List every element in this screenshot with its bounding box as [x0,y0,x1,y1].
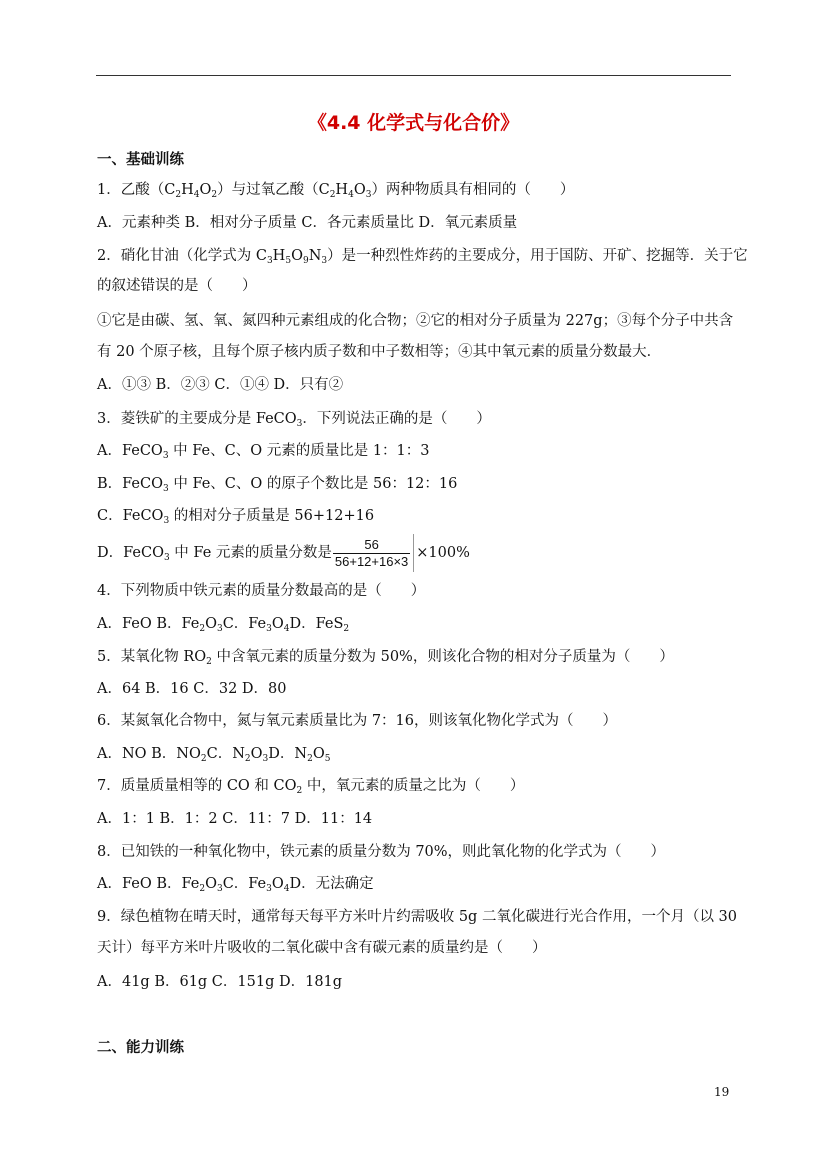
question-9-options: A．41g B．61g C．151g D．181g [97,974,343,990]
question-2-line2: 的叙述错误的是（ ） [97,278,257,294]
section-heading-basic: 一、基础训练 [97,152,184,168]
question-3-option-d: D．FeCO$_3$ 中 Fe 元素的质量分数是 $\frac{56}{56+12+16\times 3}$ ×100% [97,533,470,573]
question-8: 8．已知铁的一种氧化物中，铁元素的质量分数为 70%，则此氧化物的化学式为（ ） [97,844,666,860]
question-9-line2: 天计）每平方米叶片吸收的二氧化碳中含有碳元素的质量约是（ ） [97,940,547,956]
question-1: 1．乙酸$(C_2H_4O_2)$与过氧乙酸$(C_2H_4O_3)$两种物质具有相同的（ ） [97,182,575,200]
question-3: 3．菱铁矿的主要成分是 FeCO$_3$．下列说法正确的是（ ） [97,411,491,429]
section-heading-ability: 二、能力训练 [97,1040,184,1056]
page-number: 19 [714,1085,730,1099]
question-4-options: A．FeO B．$Fe_2O_3C$．$Fe_3O_4D$．FeS$_2$ [97,616,350,634]
question-5-options: A．64 B．16 C．32 D．80 [97,681,287,697]
question-5: 5．某氧化物 $RO_2$ 中含氧元素的质量分数为 50%，则该化合物的相对分子质量为（ ） [97,649,674,667]
question-4: 4．下列物质中铁元素的质量分数最高的是（ ） [97,583,426,599]
header-rule [96,75,731,76]
page-title: 《4.4 化学式与化合价》 [307,112,520,134]
question-7: 7．质量质量相等的 CO 和 $CO_2$ 中，氧元素的质量之比为（ ） [97,778,525,796]
question-6: 6．某氮氧化合物中，氮与氧元素质量比为 7：16，则该氧化物化学式为（ ） [97,713,618,729]
fraction-divider [413,534,414,572]
question-9: 9．绿色植物在晴天时，通常每天每平方米叶片约需吸收 5g 二氧化碳进行光合作用，一个月（以 30 [97,909,738,925]
question-2-statements-1: ①它是由碳、氢、氧、氮四种元素组成的化合物；②它的相对分子质量为 227g；③每个分子中共含 [97,313,734,329]
question-3-option-a: A．FeCO$_3$ 中 Fe、C、O 元素的质量比是 1：1：3 [97,443,430,461]
question-2-statements-2: 有 20 个原子核，且每个原子核内质子数和中子数相等；④其中氧元素的质量分数最大． [97,344,662,360]
question-1-options: A．元素种类 B．相对分子质量 C．各元素质量比 D．氧元素质量 [97,215,518,231]
question-7-options: A．1：1 B．1：2 C．11：7 D．11：14 [97,811,373,827]
fraction: $\frac{56}{56+12+16\times 3}$ [334,536,409,569]
question-2: 2．硝化甘油（化学式为 $C_3H_5O_9N_3$）是一种烈性炸药的主要成分，用于国防、开矿、挖掘等．关于它 [97,248,748,266]
question-3-option-b: B．FeCO$_3$ 中 Fe、C、O 的原子个数比是 56：12：16 [97,476,458,494]
question-6-options: A．NO B．$NO_2C$．$N_2O_3D$．$N_2O_5$ [97,746,331,764]
question-8-options: A．FeO B．$Fe_2O_3C$．$Fe_3O_4D$．无法确定 [97,876,374,894]
question-2-options: A．①③ B．②③ C．①④ D．只有② [97,377,344,393]
question-3-option-c: C．FeCO$_3$ 的相对分子质量是 56+12+16 [97,508,375,526]
